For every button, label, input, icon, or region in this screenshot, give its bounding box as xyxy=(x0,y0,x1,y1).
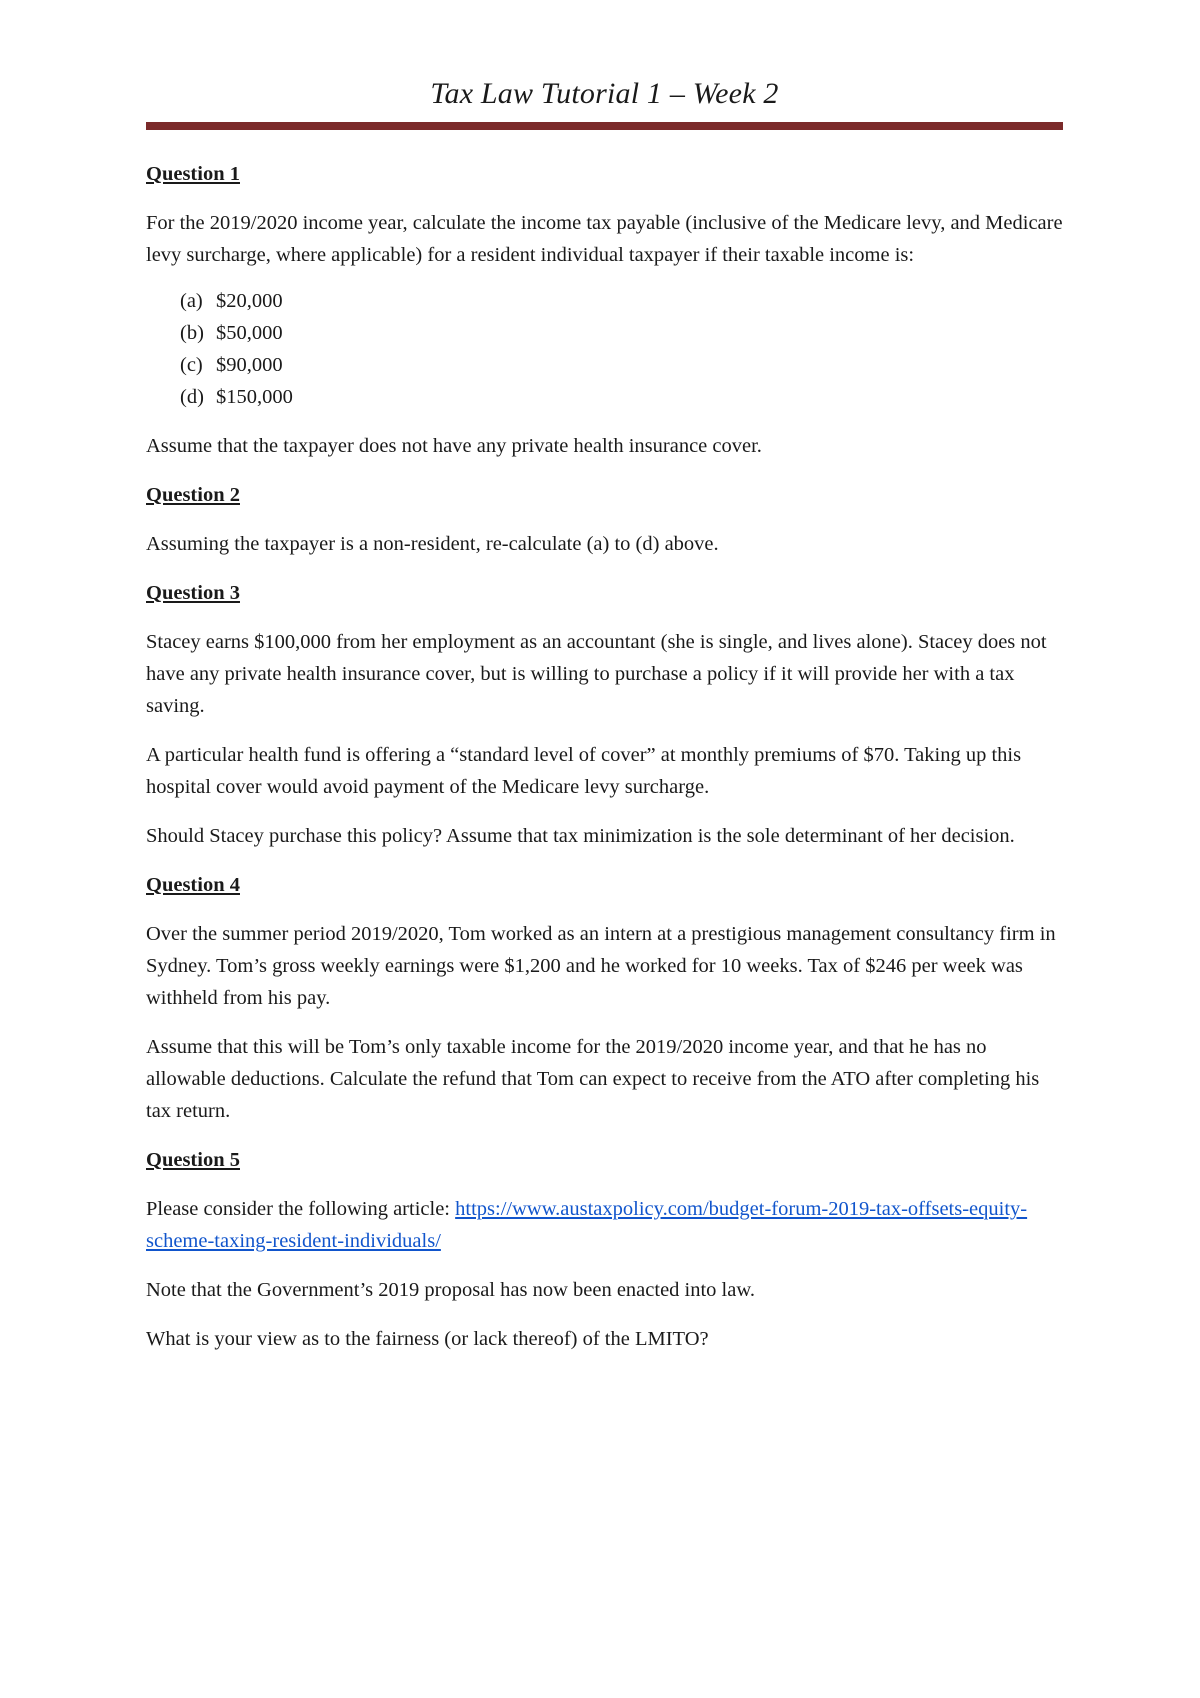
option-letter: (b) xyxy=(180,322,204,344)
option-value: $20,000 xyxy=(216,290,283,312)
question-1-prompt: For the 2019/2020 income year, calculate the income tax payable (inclusive of the Medicare levy, and Medicare levy surcharge, where applicable) for a resident individual taxpayer if their taxable income is: xyxy=(146,212,1063,266)
income-option xyxy=(180,381,1063,413)
document-page xyxy=(146,60,1063,1372)
question-4-paragraph-1: Over the summer period 2019/2020, Tom worked as an intern at a prestigious management consultancy firm in Sydney. Tom’s gross weekly earnings were $1,200 and he worked for 10 weeks. Tax of $246 per week was withheld from his pay. xyxy=(146,923,1056,1009)
option-value: $150,000 xyxy=(216,386,293,408)
question-4-heading: Question 4 xyxy=(146,874,240,896)
option-letter: (c) xyxy=(180,354,203,376)
question-5-paragraph-3: What is your view as to the fairness (or lack thereof) of the LMITO? xyxy=(146,1328,709,1350)
question-4-paragraph-2: Assume that this will be Tom’s only taxable income for the 2019/2020 income year, and that he has no allowable deductions. Calculate the refund that Tom can expect to receive from the ATO after completing his tax return. xyxy=(146,1036,1040,1122)
question-5-heading: Question 5 xyxy=(146,1149,240,1171)
question-1-section xyxy=(146,158,1063,462)
question-3-paragraph-2: A particular health fund is offering a “standard level of cover” at monthly premiums of $70. Taking up this hospital cover would avoid payment of the Medicare levy surcharge. xyxy=(146,744,1022,798)
income-option xyxy=(180,285,1063,317)
title-divider xyxy=(146,122,1063,130)
option-letter: (d) xyxy=(180,386,204,408)
option-value: $90,000 xyxy=(216,354,283,376)
question-5-paragraph-1 xyxy=(146,1193,1063,1257)
question-5-paragraph-2: Note that the Government’s 2019 proposal has now been enacted into law. xyxy=(146,1279,755,1301)
question-1-assumption: Assume that the taxpayer does not have any private health insurance cover. xyxy=(146,435,762,457)
question-3-heading: Question 3 xyxy=(146,582,240,604)
question-2-prompt: Assuming the taxpayer is a non-resident, re-calculate (a) to (d) above. xyxy=(146,533,719,555)
article-intro-text: Please consider the following article: xyxy=(146,1198,456,1220)
question-5-section xyxy=(146,1144,1063,1355)
option-value: $50,000 xyxy=(216,322,283,344)
income-option xyxy=(180,317,1063,349)
question-3-section xyxy=(146,577,1063,852)
income-options-list xyxy=(146,285,1063,413)
question-4-section xyxy=(146,869,1063,1127)
income-option xyxy=(180,349,1063,381)
option-letter: (a) xyxy=(180,290,203,312)
article-link[interactable]: https://www.austaxpolicy.com/budget-forum-2019-tax-offsets-equity-scheme-taxing-resident-individuals/ xyxy=(146,1198,1028,1252)
question-3-paragraph-3: Should Stacey purchase this policy? Assume that tax minimization is the sole determinant of her decision. xyxy=(146,825,1015,847)
question-1-heading: Question 1 xyxy=(146,163,240,185)
document-title: Tax Law Tutorial 1 – Week 2 xyxy=(430,77,779,110)
question-3-paragraph-1: Stacey earns $100,000 from her employment as an accountant (she is single, and lives alone). Stacey does not have any private health insurance cover, but is willing to purchase a policy if it will provide her with a tax saving. xyxy=(146,631,1047,717)
question-2-heading: Question 2 xyxy=(146,484,240,506)
question-2-section xyxy=(146,479,1063,560)
